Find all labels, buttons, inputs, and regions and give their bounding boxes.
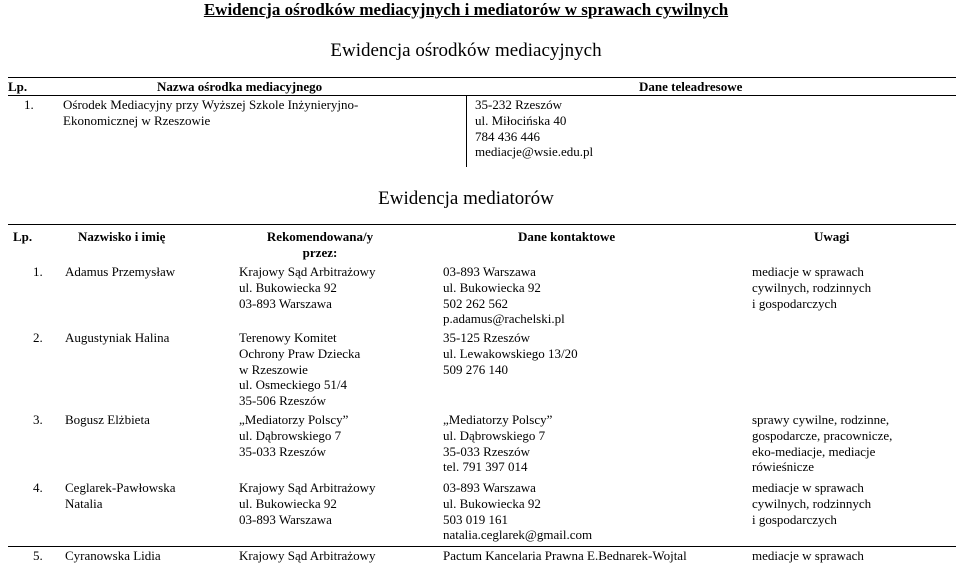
mediator-name-line: Ceglarek-Pawłowska bbox=[65, 480, 176, 495]
center-name-line: Ośrodek Mediacyjny przy Wyższej Szkole Inżynieryjno- bbox=[63, 97, 359, 112]
mediator-lp: 3. bbox=[33, 412, 43, 427]
center-contact-line: ul. Miłocińska 40 bbox=[475, 112, 567, 128]
center-lp: 1. bbox=[24, 97, 34, 112]
mediator-notes bbox=[752, 548, 864, 564]
contact-line: Pactum Kancelaria Prawna E.Bednarek-Wojtal bbox=[443, 548, 687, 563]
notes-line: cywilnych, rodzinnych bbox=[752, 495, 872, 511]
recommended-line: Terenowy Komitet bbox=[239, 330, 337, 345]
notes-line: gospodarcze, pracownicze, bbox=[752, 427, 893, 443]
recommended-line: ul. Bukowiecka 92 bbox=[239, 279, 337, 295]
mediator-notes bbox=[752, 480, 871, 527]
contact-line: ul. Lewakowskiego 13/20 bbox=[443, 345, 578, 361]
mediator-recommended bbox=[239, 548, 375, 564]
recommended-line: ul. Osmeckiego 51/4 bbox=[239, 377, 347, 393]
contact-line: ul. Bukowiecka 92 bbox=[443, 495, 541, 511]
recommended-line: ul. Bukowiecka 92 bbox=[239, 495, 337, 511]
mediator-contact bbox=[443, 412, 552, 475]
mediator-recommended bbox=[239, 412, 348, 459]
mediator-name-line: Bogusz Elżbieta bbox=[65, 412, 150, 427]
recommended-line: ul. Dąbrowskiego 7 bbox=[239, 427, 342, 443]
notes-line: mediacje w sprawach bbox=[752, 548, 864, 563]
contact-line: tel. 791 397 014 bbox=[443, 459, 528, 475]
recommended-line: „Mediatorzy Polscy” bbox=[239, 412, 349, 427]
mediator-name-line: Cyranowska Lidia bbox=[65, 548, 161, 563]
contact-line: „Mediatorzy Polscy” bbox=[443, 412, 553, 427]
recommended-line: Ochrony Praw Dziecka bbox=[239, 345, 361, 361]
center-contact bbox=[475, 97, 593, 160]
table-border-top bbox=[8, 77, 956, 78]
contact-line: p.adamus@rachelski.pl bbox=[443, 311, 565, 327]
mediator-contact bbox=[443, 330, 578, 377]
mediators-header-contact: Dane kontaktowe bbox=[518, 229, 616, 244]
center-contact-line: mediacje@wsie.edu.pl bbox=[475, 144, 594, 160]
notes-line: mediacje w sprawach bbox=[752, 480, 864, 495]
mediator-name-line: Adamus Przemysław bbox=[65, 264, 176, 279]
mediator-contact bbox=[443, 480, 592, 543]
centers-header-lp: Lp. bbox=[8, 79, 28, 94]
mediator-notes bbox=[752, 412, 892, 475]
recommended-line: 35-506 Rzeszów bbox=[239, 393, 327, 409]
table-column-divider bbox=[466, 95, 467, 167]
notes-line: sprawy cywilne, rodzinne, bbox=[752, 412, 890, 427]
mediator-lp: 4. bbox=[33, 480, 43, 495]
contact-line: 35-033 Rzeszów bbox=[443, 443, 531, 459]
centers-header-name: Nazwa ośrodka mediacyjnego bbox=[157, 79, 323, 94]
mediator-recommended bbox=[239, 480, 375, 527]
mediators-header-name: Nazwisko i imię bbox=[78, 229, 166, 244]
notes-line: mediacje w sprawach bbox=[752, 264, 864, 279]
center-contact-line: 784 436 446 bbox=[475, 128, 540, 144]
mediators-heading: Ewidencja mediatorów bbox=[378, 188, 554, 209]
contact-line: 03-893 Warszawa bbox=[443, 480, 536, 495]
mediator-contact bbox=[443, 264, 565, 327]
notes-line: cywilnych, rodzinnych bbox=[752, 279, 872, 295]
recommended-line: 35-033 Rzeszów bbox=[239, 443, 327, 459]
notes-line: eko-mediacje, mediacje bbox=[752, 443, 876, 459]
mediator-recommended bbox=[239, 330, 360, 409]
notes-line: i gospodarczych bbox=[752, 295, 837, 311]
document-title: Ewidencja ośrodków mediacyjnych i mediatorów w sprawach cywilnych bbox=[203, 0, 729, 19]
table-border-top bbox=[8, 224, 956, 225]
mediator-recommended bbox=[239, 264, 375, 311]
header-line: Rekomendowana/y bbox=[266, 229, 374, 244]
center-contact-line: 35-232 Rzeszów bbox=[475, 97, 563, 112]
mediator-lp: 5. bbox=[33, 548, 43, 563]
mediator-name bbox=[65, 264, 175, 280]
contact-line: natalia.ceglarek@gmail.com bbox=[443, 527, 593, 543]
header-line: przez: bbox=[302, 245, 338, 260]
centers-heading: Ewidencja ośrodków mediacyjnych bbox=[330, 40, 602, 61]
centers-header-contact: Dane teleadresowe bbox=[639, 79, 743, 94]
mediator-name-line: Augustyniak Halina bbox=[65, 330, 170, 345]
contact-line: 35-125 Rzeszów bbox=[443, 330, 531, 345]
recommended-line: 03-893 Warszawa bbox=[239, 511, 332, 527]
mediator-contact bbox=[443, 548, 687, 564]
mediator-name bbox=[65, 330, 169, 346]
contact-line: ul. Dąbrowskiego 7 bbox=[443, 427, 546, 443]
recommended-line: Krajowy Sąd Arbitrażowy bbox=[239, 264, 376, 279]
contact-line: 03-893 Warszawa bbox=[443, 264, 536, 279]
recommended-line: 03-893 Warszawa bbox=[239, 295, 332, 311]
mediators-header-notes: Uwagi bbox=[814, 229, 850, 244]
center-name-line: Ekonomicznej w Rzeszowie bbox=[63, 112, 211, 128]
contact-line: ul. Bukowiecka 92 bbox=[443, 279, 541, 295]
recommended-line: w Rzeszowie bbox=[239, 361, 308, 377]
mediators-header-lp: Lp. bbox=[13, 229, 33, 244]
table-header-divider bbox=[8, 95, 956, 96]
recommended-line: Krajowy Sąd Arbitrażowy bbox=[239, 480, 376, 495]
mediator-name bbox=[65, 548, 161, 564]
mediator-notes bbox=[752, 264, 871, 311]
table-row-divider bbox=[8, 546, 956, 547]
contact-line: 502 262 562 bbox=[443, 295, 508, 311]
mediators-header-recommended bbox=[230, 229, 410, 261]
mediator-name bbox=[65, 412, 150, 428]
mediator-lp: 2. bbox=[33, 330, 43, 345]
contact-line: 509 276 140 bbox=[443, 361, 508, 377]
mediator-name-line: Natalia bbox=[65, 495, 103, 511]
mediator-lp: 1. bbox=[33, 264, 43, 279]
mediator-name bbox=[65, 480, 175, 512]
recommended-line: Krajowy Sąd Arbitrażowy bbox=[239, 548, 376, 563]
center-name bbox=[63, 97, 358, 129]
notes-line: i gospodarczych bbox=[752, 511, 837, 527]
notes-line: rówieśnicze bbox=[752, 459, 815, 475]
contact-line: 503 019 161 bbox=[443, 511, 508, 527]
